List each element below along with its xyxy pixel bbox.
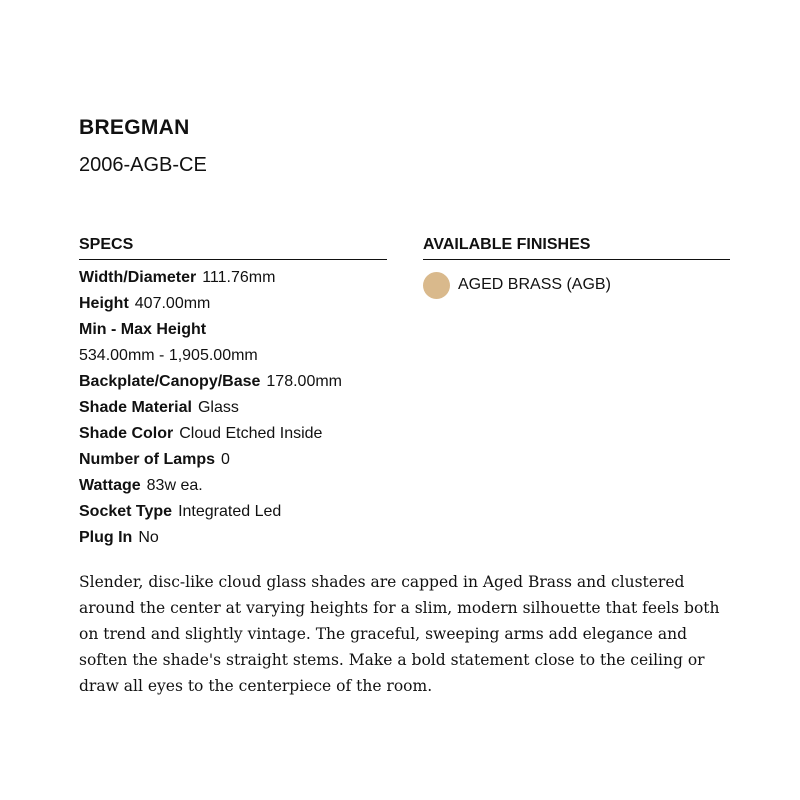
product-name: BREGMAN bbox=[79, 116, 190, 139]
finish-label: AGED BRASS (AGB) bbox=[458, 276, 611, 293]
spec-value: Glass bbox=[197, 399, 239, 416]
spec-row-plug-in bbox=[79, 525, 399, 551]
spec-value: 407.00mm bbox=[134, 295, 211, 312]
spec-value: 534.00mm - 1,905.00mm bbox=[79, 347, 258, 364]
spec-label: Plug In bbox=[79, 529, 133, 546]
spec-label: Width/Diameter bbox=[79, 269, 197, 286]
spec-label: Shade Color bbox=[79, 425, 174, 442]
spec-row-socket-type bbox=[79, 499, 399, 525]
spec-value: 0 bbox=[221, 451, 230, 468]
finishes-heading: AVAILABLE FINISHES bbox=[423, 236, 730, 260]
spec-row-wattage bbox=[79, 473, 399, 499]
finish-swatch[interactable] bbox=[423, 272, 450, 299]
spec-value: Integrated Led bbox=[178, 503, 282, 520]
spec-row-min-max-height-value bbox=[79, 343, 399, 369]
spec-row-number-of-lamps bbox=[79, 447, 399, 473]
finish-item-aged-brass[interactable] bbox=[423, 271, 611, 299]
spec-label: Number of Lamps bbox=[79, 451, 216, 468]
spec-label: Socket Type bbox=[79, 503, 173, 520]
product-code: 2006-AGB-CE bbox=[79, 154, 207, 176]
spec-value: 111.76mm bbox=[202, 269, 276, 286]
spec-label: Backplate/Canopy/Base bbox=[79, 373, 261, 390]
spec-row-height bbox=[79, 291, 399, 317]
spec-label: Height bbox=[79, 295, 129, 312]
product-description: Slender, disc-like cloud glass shades are capped in Aged Brass and clustered around the center at varying heights for a slim, modern silhouette that feels both on trend and slightly vintage. The graceful, sweeping arms add elegance and soften the shade's straight stems. Make a bold statement close to the ceiling or draw all eyes to the centerpiece of the room. bbox=[79, 573, 720, 695]
spec-value: No bbox=[138, 529, 159, 546]
spec-row-shade-color bbox=[79, 421, 399, 447]
spec-row-width-diameter bbox=[79, 265, 399, 291]
spec-value: 83w ea. bbox=[146, 477, 203, 494]
spec-label: Wattage bbox=[79, 477, 141, 494]
spec-label: Shade Material bbox=[79, 399, 192, 416]
spec-value: Cloud Etched Inside bbox=[179, 425, 323, 442]
spec-label: Min - Max Height bbox=[79, 321, 207, 338]
spec-value: 178.00mm bbox=[266, 373, 342, 390]
spec-row-backplate bbox=[79, 369, 399, 395]
spec-row-min-max-height bbox=[79, 317, 399, 343]
specs-heading: SPECS bbox=[79, 236, 387, 260]
specs-list bbox=[79, 265, 399, 551]
spec-row-shade-material bbox=[79, 395, 399, 421]
